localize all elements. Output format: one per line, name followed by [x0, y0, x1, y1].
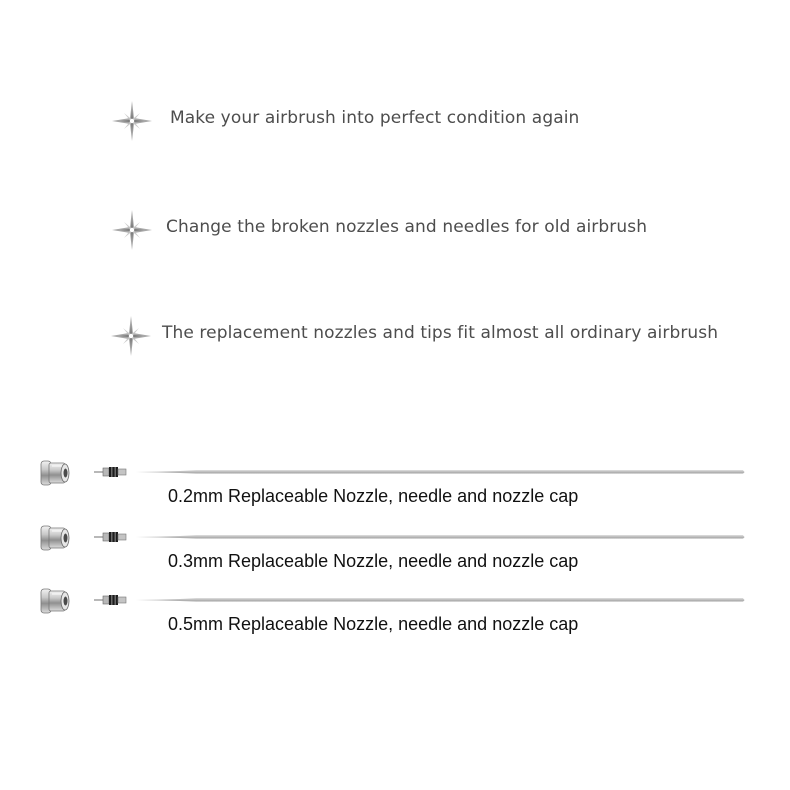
feature-item [0, 315, 790, 355]
nozzle-cap-icon [38, 458, 72, 488]
needle-icon [136, 596, 746, 604]
part-row [0, 586, 790, 656]
sparkle-icon [110, 315, 152, 357]
feature-text: Make your airbrush into perfect condition again [170, 108, 580, 128]
needle-icon [136, 533, 746, 541]
part-row [0, 458, 790, 528]
needle-icon [136, 468, 746, 476]
feature-text: The replacement nozzles and tips fit almost all ordinary airbrush [162, 323, 719, 343]
nozzle-icon [94, 465, 130, 479]
nozzle-cap-icon [38, 586, 72, 616]
part-caption: 0.2mm Replaceable Nozzle, needle and nozzle cap [168, 486, 579, 506]
nozzle-cap-icon [38, 523, 72, 553]
feature-text: Change the broken nozzles and needles for old airbrush [166, 217, 648, 237]
nozzle-icon [94, 530, 130, 544]
part-caption: 0.3mm Replaceable Nozzle, needle and nozzle cap [168, 551, 579, 571]
feature-item [0, 209, 790, 249]
nozzle-icon [94, 593, 130, 607]
part-row [0, 523, 790, 593]
part-caption: 0.5mm Replaceable Nozzle, needle and nozzle cap [168, 614, 579, 634]
feature-item [0, 100, 790, 140]
sparkle-icon [111, 209, 153, 251]
sparkle-icon [111, 100, 153, 142]
